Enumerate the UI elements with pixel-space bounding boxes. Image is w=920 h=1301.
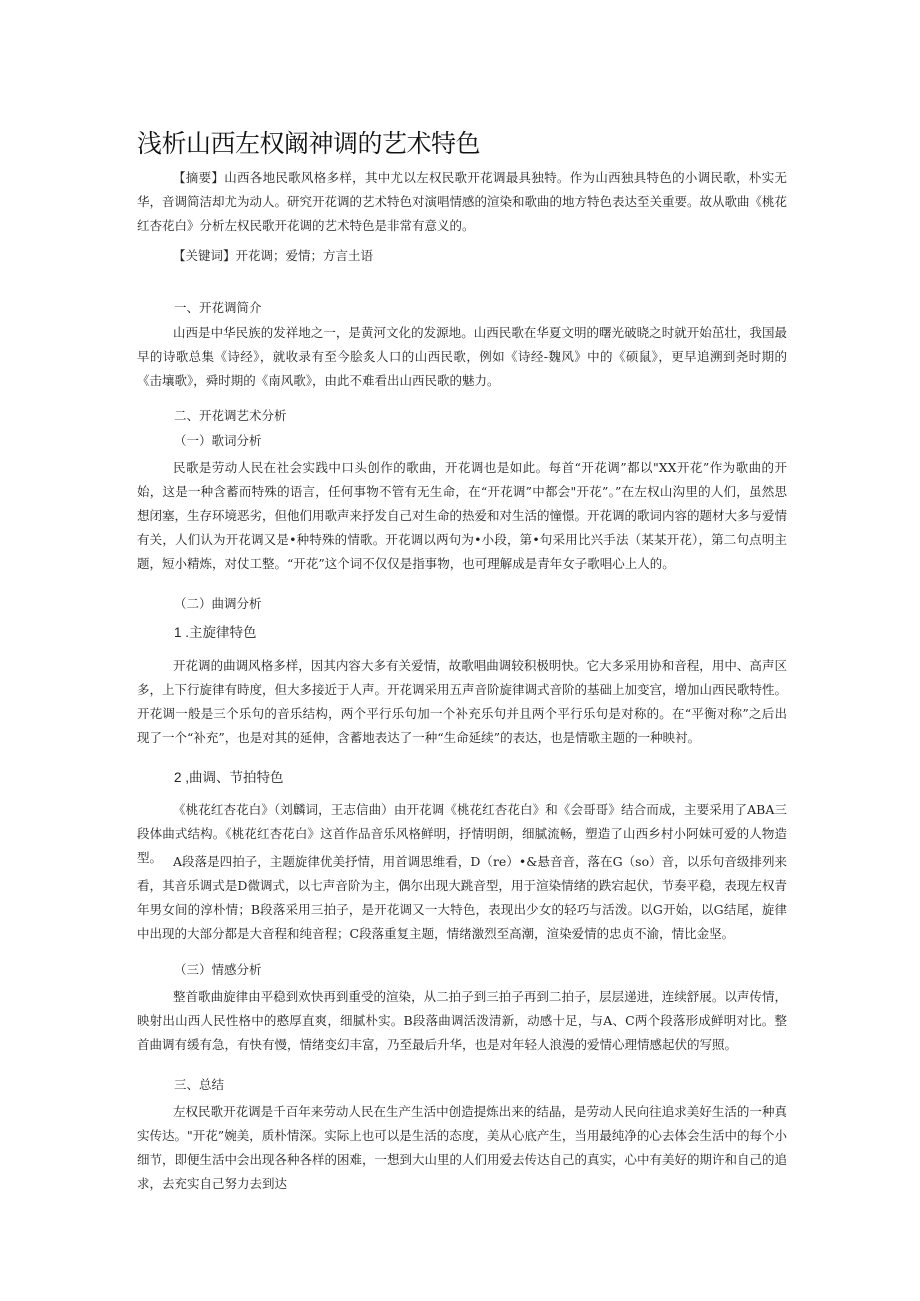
tune-meter-block-2 xyxy=(137,850,787,946)
section-heading-analysis: 二、开花调艺术分析 xyxy=(174,408,287,423)
section-heading-summary: 三、总结 xyxy=(174,1077,225,1092)
emotion-block xyxy=(137,985,787,1057)
subsection-heading-melody: （二）曲调分析 xyxy=(174,596,262,611)
subsection-heading-lyrics: （一）歌词分析 xyxy=(174,433,262,448)
keywords-block xyxy=(137,244,787,268)
main-melody-paragraph: 开花调的曲调风格多样，因其内容大多有关爱情，故歌唱曲调较积极明快。它大多采用协和音程，用中、高声区多，上下行旋律有時度，但大多接近于人声。开花调采用五声音阶旋律调式音阶的基础上加变宫，增加山西民歌特性。开花调一般是三个乐句的音乐结构，两个平行乐句加一个补充乐句并且两个平行乐句是对称的。在“平衡对称”之后出现了一个“补充”，也是对其的延伸，含蓄地表达了一种“生命延续”的表达，也是情歌主题的一种映衬。 xyxy=(137,658,788,745)
intro-paragraph: 山西是中华民族的发祥地之一，是黄河文化的发源地。山西民歌在华夏文明的曙光破晓之时就开始茁壮，我国最早的诗歌总集《诗经》，就收录有至今脍炙人口的山西民歌，例如《诗经-魏风》中的《硕鼠》，更早追溯到尧时期的《击壤歌》，舜时期的《南风歌》，由此不难看出山西民歌的魅力。 xyxy=(137,325,787,388)
main-melody-block xyxy=(137,654,787,750)
item-heading-main-melody: 1 .主旋律特色 xyxy=(174,625,257,640)
tune-meter-paragraph-2: A段落是四拍子，主题旋律优美抒情，用首调思维看，D（re）•&悬音音，落在G（so）音，以乐句音级排列来看，其音乐调式是D微调式，以七声音阶为主，偶尔出现大跳音型，用于渲染情绪的跌宕起伏，节奏平稳，表现左权青年男女间的淳朴情；B段落采用三拍子，是开花调又一大特色，表现出少女的轻巧与活泼。以G开始，以G结尾，旋律中出现的大部分都是大音程和纯音程；C段落重复主题，情绪激烈至高潮，渲染爱情的忠贞不渝，情比金坚。 xyxy=(137,854,787,941)
abstract-block xyxy=(137,166,787,238)
intro-block xyxy=(137,321,787,393)
subsection-heading-emotion: （三）情感分析 xyxy=(174,962,262,977)
lyrics-block xyxy=(137,456,787,576)
summary-paragraph: 左权民歌开花调是千百年来劳动人民在生产生活中创造提炼出来的结晶，是劳动人民向往追求美好生活的一种真实传达。"开花”婉美，质朴情深。实际上也可以是生活的态度，美从心底产生，当用最纯净的心去体会生活中的每个小细节，即便生活中会出现各种各样的困难，一想到大山里的人们用爱去传达自己的真实，心中有美好的期许和自己的追求，去充实自己努力去到达 xyxy=(137,1104,788,1191)
item-heading-tune-meter: 2 ,曲调、节拍特色 xyxy=(174,770,284,785)
section-heading-intro: 一、开花调简介 xyxy=(174,300,262,315)
document-title: 浅析山西左权阚神调的艺术特色 xyxy=(137,129,481,158)
summary-block xyxy=(137,1100,787,1196)
keywords-paragraph: 【关键词】开花调；爱情；方言土语 xyxy=(173,248,374,263)
abstract-paragraph: 【摘要】山西各地民歌风格多样，其中尤以左权民歌开花调最具独特。作为山西独具特色的小调民歌，朴实无华，音调简洁却尤为动人。研究开花调的艺术特色对演唱情感的渲染和歌曲的地方特色表达至关重要。故从歌曲《桃花红杏花白》分析左权民歌开花调的艺术特色是非常有意义的。 xyxy=(137,170,788,233)
tune-meter-paragraph-1: 《桃花红杏花白》（刘麟词，王志信曲）由开花调《桃花红杏花白》和《会哥哥》结合而成，主要采用了ABA三段体曲式结构。《桃花红杏花白》这首作品音乐风格鲜明，抒情明朗，细腻流畅，塑造了山西乡村小阿妹可爱的人物造型。 xyxy=(137,802,787,865)
emotion-paragraph: 整首歌曲旋律由平稳到欢快再到重受的渲染，从二拍子到三拍子再到二拍子，层层递进，连续舒展。以声传情，映射出山西人民性格中的憨厚直爽，细腻朴实。B段落曲调活泼清新，动感十足，与A、C两个段落形成鲜明对比。整首曲调有缓有急，有快有慢，情绪变幻丰富，乃至最后升华，也是对年轻人浪漫的爱情心理情感起伏的写照。 xyxy=(137,989,787,1052)
lyrics-paragraph: 民歌是劳动人民在社会实践中口头创作的歌曲，开花调也是如此。每首“开花调”都以"XX开花”作为歌曲的开始，这是一种含蓄而特殊的语言，任何事物不管有无生命，在“开花调”中都会"开花”。”在左权山沟里的人们，虽然思想闭塞，生存环境恶劣，但他们用歌声来抒发自己对生命的热爱和对生活的憧憬。开花调的歌词内容的题材大多与爱情有关，人们认为开花调又是•种特殊的情歌。开花调以两句为•小段，第•句采用比兴手法（某某开花），第二句点明主题，短小精炼，对仗工整。“开花”这个词不仅仅是指事物，也可理解成是青年女子歌唱心上人的。 xyxy=(137,460,788,571)
